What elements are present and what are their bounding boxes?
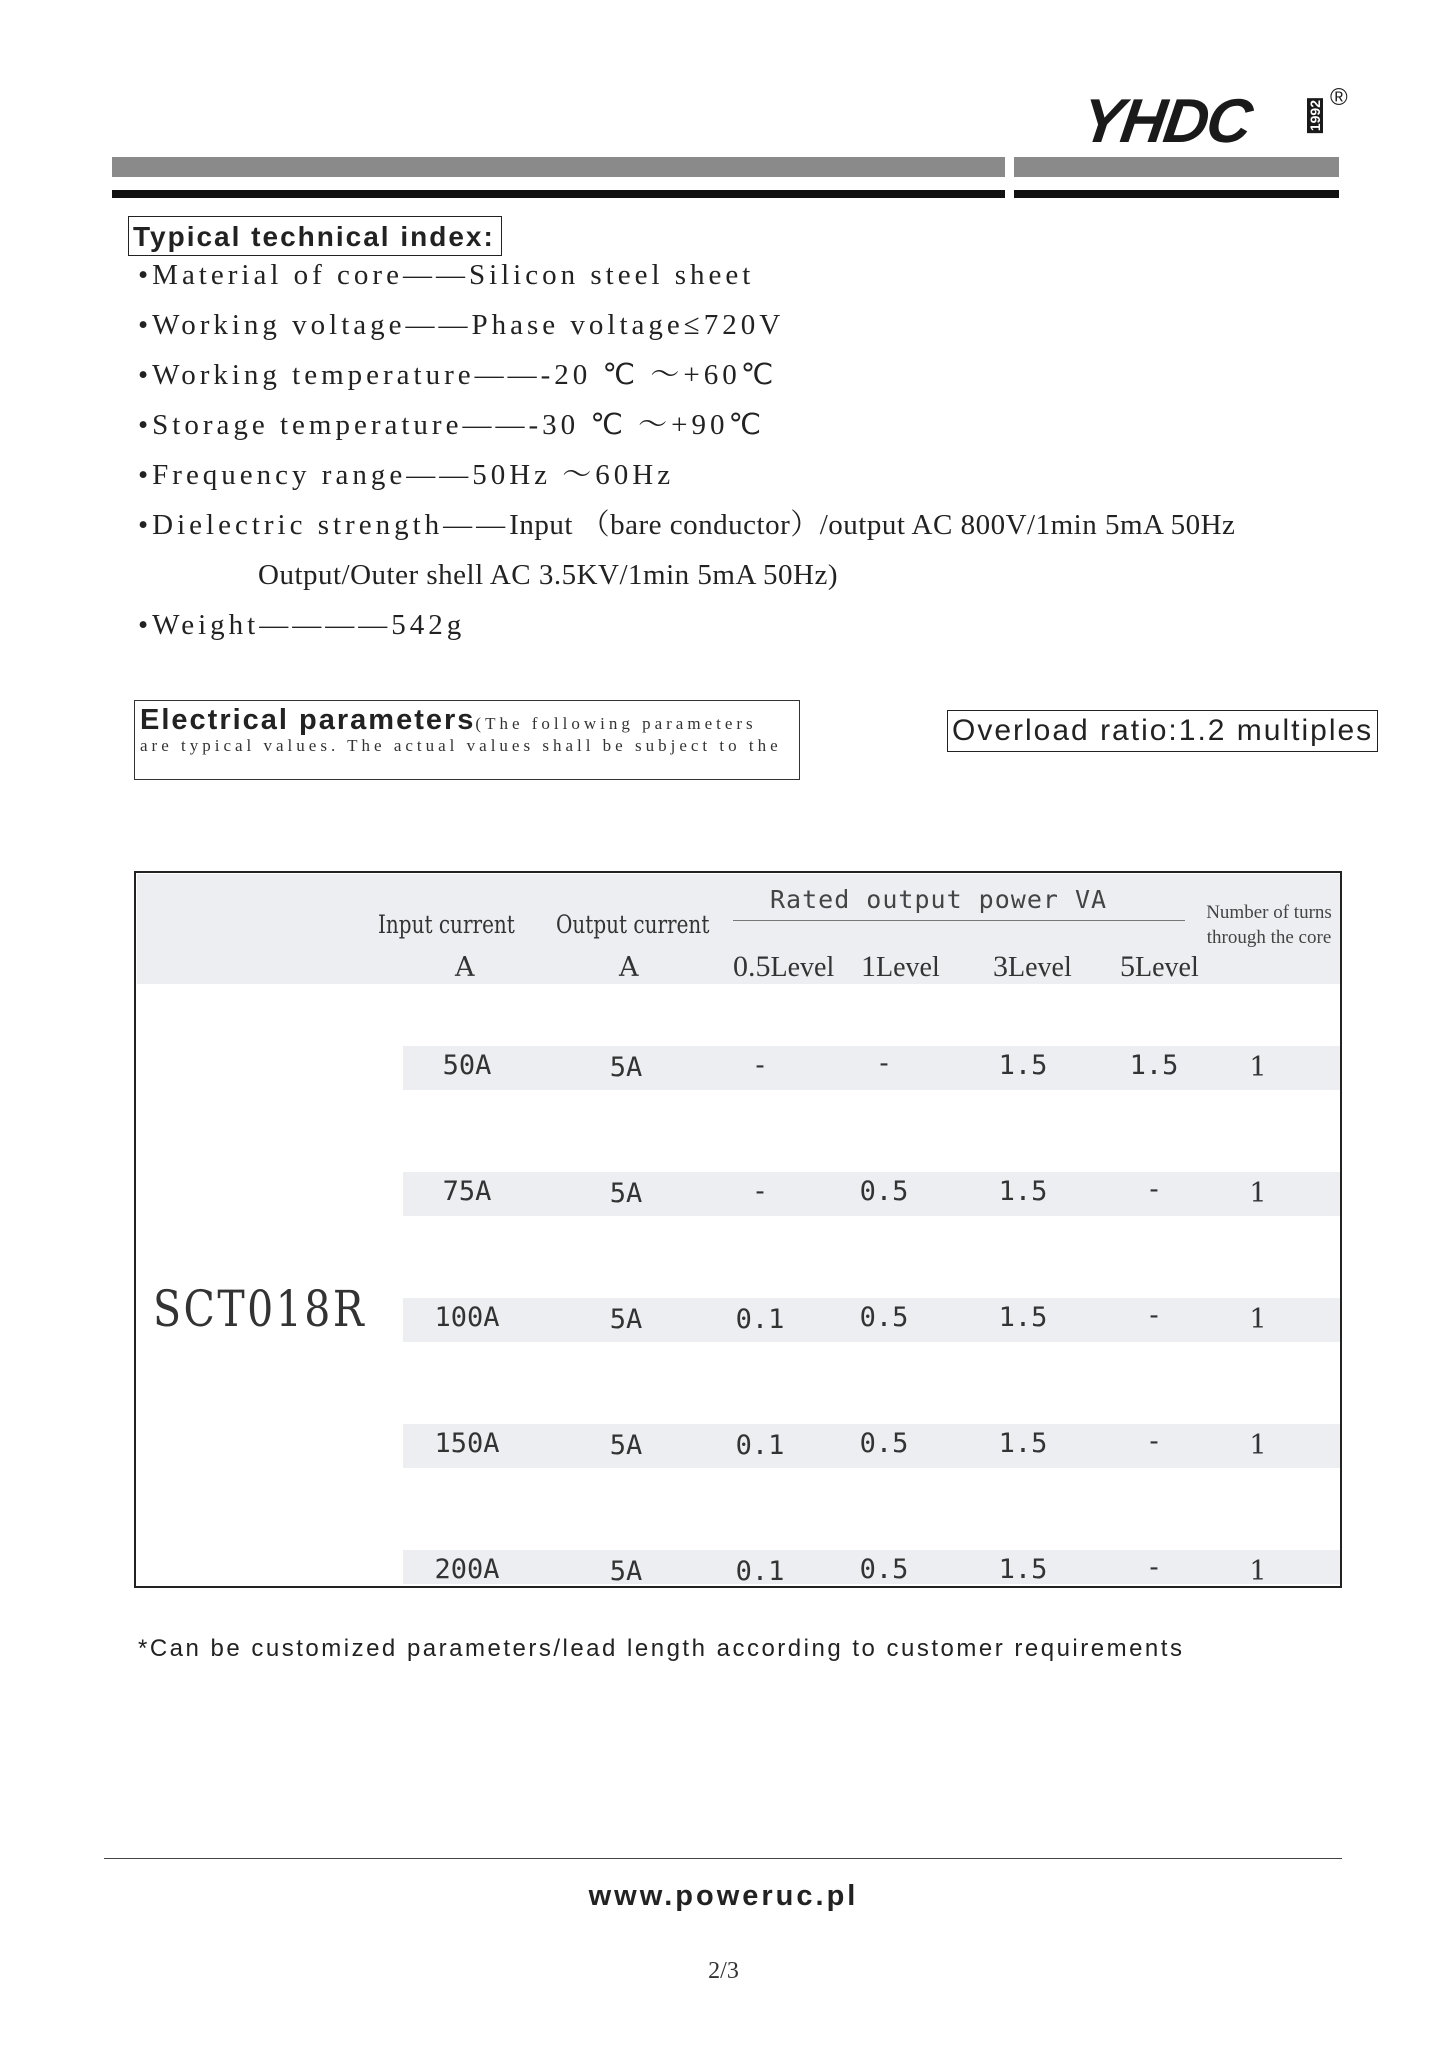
header-input-current: Input current	[378, 910, 515, 939]
cell-level-3: 1.5	[998, 1176, 1048, 1207]
dielectric-label: •Dielectric strength——	[138, 509, 510, 541]
cell-output: 5A	[609, 1430, 643, 1461]
spec-storage-temperature: •Storage temperature——-30 ℃ ～+90℃	[138, 409, 766, 441]
cell-input: 50A	[442, 1050, 492, 1081]
cell-level-0-5: -	[751, 1176, 769, 1207]
level-3-num: 3	[993, 950, 1008, 983]
cell-output: 5A	[609, 1178, 643, 1209]
cell-level-5: -	[1145, 1426, 1163, 1457]
turns-line1: Number of turns	[1206, 902, 1332, 923]
level-1-num: 1	[861, 950, 876, 983]
electrical-note-line1: (The following parameters	[475, 714, 757, 733]
header-number-of-turns	[1199, 900, 1339, 950]
spec-weight: •Weight————542g	[138, 609, 466, 641]
header-bar-black-right	[1014, 190, 1339, 198]
header-output-current: Output current	[556, 910, 710, 939]
cell-level-1: -	[875, 1048, 893, 1079]
cell-output: 5A	[609, 1304, 643, 1335]
brand-logo	[1077, 87, 1332, 156]
cell-level-5: 1.5	[1129, 1050, 1179, 1081]
cell-level-0-5: -	[751, 1050, 769, 1081]
cell-level-0-5: 0.1	[735, 1556, 785, 1587]
electrical-parameters-title	[140, 704, 757, 737]
cell-output: 5A	[609, 1052, 643, 1083]
cell-level-5: -	[1145, 1174, 1163, 1205]
cell-turns: 1	[1249, 1430, 1267, 1461]
cell-level-0-5: 0.1	[735, 1304, 785, 1335]
customization-note: *Can be customized parameters/lead length according to customer requirements	[138, 1635, 1185, 1662]
model-name: SCT018R	[153, 1280, 367, 1338]
header-level-0-5	[733, 950, 834, 984]
level-5-num: 5	[1120, 950, 1135, 983]
header-input-unit: A	[455, 952, 475, 983]
registered-mark: ®	[1330, 84, 1348, 111]
website-link[interactable]: www.poweruc.pl	[588, 1880, 859, 1912]
electrical-title-text: Electrical parameters	[140, 704, 476, 736]
cell-turns: 1	[1249, 1556, 1267, 1587]
spec-working-temperature: •Working temperature——-20 ℃ ～+60℃	[138, 359, 778, 391]
cell-level-5: -	[1145, 1300, 1163, 1331]
header-level-3	[993, 950, 1072, 984]
rated-power-underline	[733, 920, 1185, 921]
level-0-5-num: 0.5	[733, 950, 771, 983]
cell-level-3: 1.5	[998, 1050, 1048, 1081]
header-rated-output-power: Rated output power VA	[770, 885, 1108, 914]
header-bar-black-left	[112, 190, 1005, 198]
cell-level-1: 0.5	[859, 1428, 909, 1459]
cell-level-1: 0.5	[859, 1554, 909, 1585]
cell-level-5: -	[1145, 1552, 1163, 1583]
cell-turns: 1	[1249, 1304, 1267, 1335]
cell-turns: 1	[1249, 1178, 1267, 1209]
cell-input: 100A	[434, 1302, 500, 1333]
cell-level-3: 1.5	[998, 1428, 1048, 1459]
page-number: 2/3	[708, 1958, 739, 1984]
cell-level-1: 0.5	[859, 1302, 909, 1333]
logo-text: YHDC	[1077, 87, 1255, 156]
header-bar-gray-left	[112, 157, 1005, 177]
cell-output: 5A	[609, 1556, 643, 1587]
overload-ratio: Overload ratio:1.2 multiples	[947, 710, 1378, 752]
level-3-text: Level	[1008, 952, 1072, 983]
cell-level-0-5: 0.1	[735, 1430, 785, 1461]
cell-input: 200A	[434, 1554, 500, 1585]
header-output-unit: A	[619, 952, 639, 983]
level-5-text: Level	[1135, 952, 1199, 983]
dielectric-value: Input （bare conductor）/output AC 800V/1min 5mA 50Hz	[509, 509, 1236, 541]
header-level-5	[1120, 950, 1199, 984]
spec-frequency-range: •Frequency range——50Hz ～60Hz	[138, 459, 675, 491]
header-level-1	[861, 950, 940, 984]
technical-index-title: Typical technical index:	[128, 216, 502, 256]
spec-core-material: •Material of core——Silicon steel sheet	[138, 259, 755, 291]
header-bar-gray-right	[1014, 157, 1339, 177]
spec-working-voltage: •Working voltage——Phase voltage≤720V	[138, 309, 785, 341]
spec-dielectric-strength	[138, 508, 1235, 542]
level-1-text: Level	[876, 952, 940, 983]
cell-input: 75A	[442, 1176, 492, 1207]
level-0-5-text: Level	[770, 952, 835, 983]
logo-year: 1992	[1307, 100, 1323, 132]
spec-dielectric-line2: Output/Outer shell AC 3.5KV/1min 5mA 50Hz)	[258, 559, 839, 591]
footer-divider	[104, 1858, 1342, 1859]
cell-input: 150A	[434, 1428, 500, 1459]
cell-level-3: 1.5	[998, 1302, 1048, 1333]
cell-turns: 1	[1249, 1052, 1267, 1083]
turns-line2: through the core	[1206, 927, 1332, 948]
cell-level-3: 1.5	[998, 1554, 1048, 1585]
cell-level-1: 0.5	[859, 1176, 909, 1207]
electrical-note-line2: are typical values. The actual values shall be subject to the	[140, 736, 782, 755]
